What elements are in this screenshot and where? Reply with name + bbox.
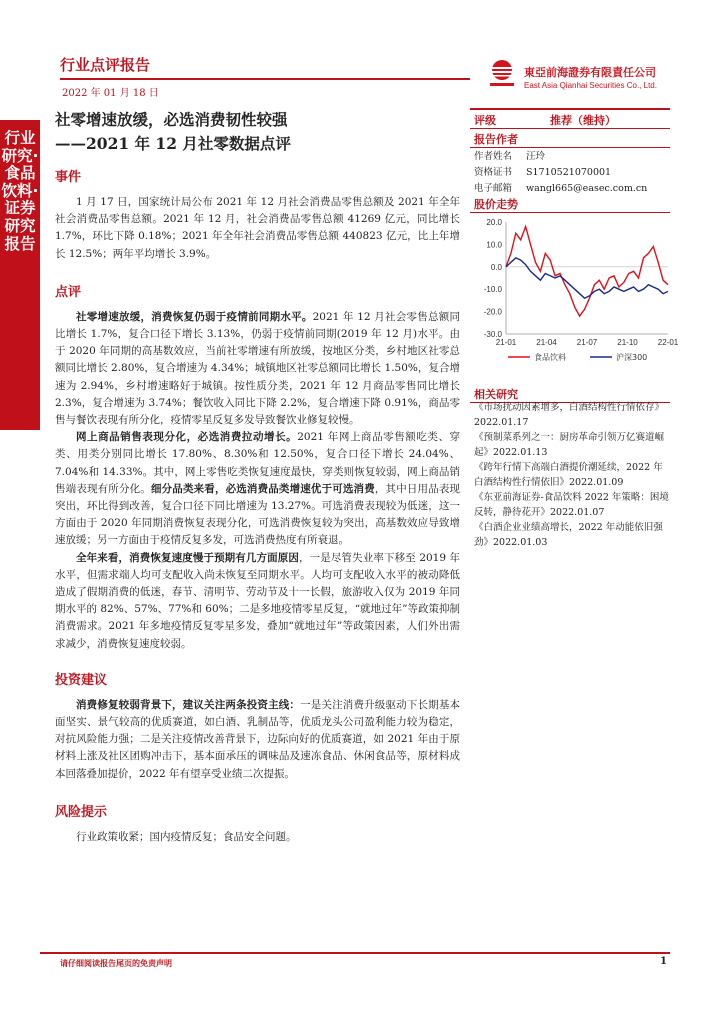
y-tick-label: 0.0 [490,262,502,272]
rating-top-rule [470,108,670,110]
comment-p3-lead: 全年来看，消费恢复速度慢于预期有几方面原因 [76,551,300,564]
risk-heading: 风险提示 [55,804,108,820]
list-item[interactable]: 《白酒企业业绩高增长，2022 年动能依旧强劲》2022.01.03 [474,522,663,548]
y-tick-label: -20.0 [483,307,502,317]
x-tick-label: 22-01 [657,338,679,347]
comment-p2-lead2: 细分品类来看，必选消费品类增速优于可选消费 [150,482,375,495]
author-heading: 报告作者 [474,133,518,146]
legend-label: 食品饮料 [534,353,566,362]
comment-paragraph-2 [55,429,460,549]
comment-p2-lead: 网上商品销售表现分化，必选消费拉动增长。 [76,431,298,444]
comment-p3-body: ，一是尽管失业率下移至 2019 年水平，但需求端人均可支配收入尚未恢复至同期水平。人均可支配收入水平的被动降低造成了假期消费的低迷，春节、清明节、劳动节及十一长假，旅游收入仅为 2019 年同期水平的 82%、57%、77%和 60%；二是多地疫情零星反复，“就地过年”等政策抑制消费需求。2021 年多地疫情反复零星多发，叠加“就地过年”等政策因素，人们外出需求减少，消费恢复速度较弱。 [55,551,460,650]
footer-rule [40,952,670,954]
y-tick-label: -10.0 [483,285,502,295]
price-chart [470,214,679,374]
x-tick-label: 21-10 [617,338,638,347]
invest-body: 一是关注消费升级驱动下长期基本面坚实、景气较高的优质赛道，如白酒、乳制品等，优质龙头公司盈利能力较为稳定，对抗风险能力强；二是关注疫情改善背景下，边际向好的优质赛道，如 2021 年由于原材料上涨及社区团购冲击下，基本面承压的调味品及速冻食品、休闲食品等，原材料成本回落叠加提价，2022 年有望享受业绩二次提振。 [55,698,461,780]
footer-disclaimer: 请仔细阅读报告尾页的免责声明 [60,959,172,968]
author-row: 作者姓名 汪玲 [474,151,546,162]
risk-text: 行业政策收紧；国内疫情反复；食品安全问题。 [76,830,297,843]
chart-rule [470,212,670,213]
author-row: 资格证书 S1710521070001 [474,167,612,178]
report-type: 行业点评报告 [60,56,151,74]
legend-label: 沪深300 [616,353,648,362]
list-item[interactable]: 《跨年行情下高端白酒提价潮延续，2022 年白酒结构性行情依旧》2022.01.09 [474,462,663,488]
list-item[interactable]: 《市场扰动因素增多，白酒结构性行情依存》2022.01.17 [474,402,665,428]
related-list [474,400,670,550]
x-tick-label: 21-01 [495,338,517,347]
list-item[interactable]: 《东亚前海证券-食品饮料 2022 年策略：困境反转，静待花开》2022.01.07 [474,492,669,518]
company-name-en: East Asia Qianhai Securities Co., Ltd. [524,81,657,90]
comment-p1-lead: 社零增速放缓，消费恢复仍弱于疫情前同期水平。 [76,310,313,323]
comment-paragraph-1 [55,309,460,429]
invest-text [55,697,460,783]
page-number: 1 [660,956,667,967]
related-heading: 相关研究 [474,388,518,401]
rating-label: 评级 [474,114,496,127]
rating-bottom-rule [470,128,670,129]
x-tick-label: 21-04 [536,338,557,347]
list-item[interactable]: 《预制菜系列之一：厨房革命引领万亿赛道崛起》2022.01.13 [474,432,665,458]
comment-p1-body: 2021 年 12 月社会零售总额同比增长 1.7%，复合口径下增长 3.13%，仍弱于疫情前同期(2019 年 12 月)水平。由于 2020 年同期的高基数效应，当前社零增速有所放缓，按地区分类，乡村地区社零总额同比增长 2.80%，复合增速为 4.34%；城镇地区社零总额同比增长 1.50%，复合增速为 2.94%，乡村增速略好于城镇。按性质分类，2021 年 12 月商品零售同比增长 2.3%，复合增速为 3.74%；餐饮收入同比下降 2.2%，复合增速下降 0.91%，商品零售与餐饮表现有所分化，疫情零星反复多发导致餐饮业修复较慢。 [55,310,460,427]
main-column [55,166,460,846]
report-title: 社零增速放缓，必选消费韧性较强 [55,110,288,129]
header-rule [60,78,470,80]
comment-paragraph-3 [55,550,460,653]
y-tick-label: 20.0 [486,218,502,227]
comment-heading: 点评 [55,284,82,300]
author-row: 电子邮箱 wangl665@easec.com.cn [474,183,648,194]
invest-lead: 消费修复较弱背景下，建议关注两条投资主线： [76,698,301,711]
invest-heading: 投资建议 [55,672,108,688]
company-logo [484,58,520,88]
y-tick-label: 10.0 [486,240,502,250]
series-line [506,258,668,298]
sidebar-banner [0,120,40,430]
company-name-cn: 東亞前海證券有限責任公司 [524,66,656,79]
event-heading: 事件 [55,170,82,185]
author-table [474,149,670,197]
comment-p2-body2: ，其中日用品表现突出，环比得到改善，复合口径下同比增速为 13.27%。可选消费表现较为低迷，这一方面由于 2020 年同期消费恢复表现分化，可选消费恢复较为突出，高基数效应导致增速放缓；另一方面由于疫情反复多发，可选消费热度有所衰退。 [55,482,461,547]
sidebar-text: 行业研究·食品饮料·证券研究报告 [1,129,39,253]
y-tick-label: -30.0 [483,330,502,339]
report-subtitle: ——2021 年 12 月社零数据点评 [55,134,291,153]
report-date: 2022 年 01 月 18 日 [62,88,159,99]
comment-p2-body: 2021 年网上商品零售额吃类、穿类、用类分别同比增长 17.80%、8.30%和 12.50%，复合口径下增长 24.04%、7.04%和 14.33%。其中，网上零售吃类恢复速度最快，穿类则恢复较弱，网上商品销售端表现有所分化。 [55,431,461,495]
x-tick-label: 21-07 [576,338,598,347]
author-rule [470,147,670,148]
chart-heading: 股价走势 [474,198,518,211]
rating-value: 推荐（维持） [550,114,616,127]
event-text: 1 月 17 日，国家统计局公布 2021 年 12 月社会消费品零售总额及 2021 年全年社会消费品零售总额。2021 年 12 月，社会消费品零售总额 41269 亿元，同比增长 1.7%，环比下降 0.18%；2021 年全年社会消费品零售总额 440823 亿元，比上年增长 12.5%；两年平均增长 3.9%。 [55,196,460,260]
